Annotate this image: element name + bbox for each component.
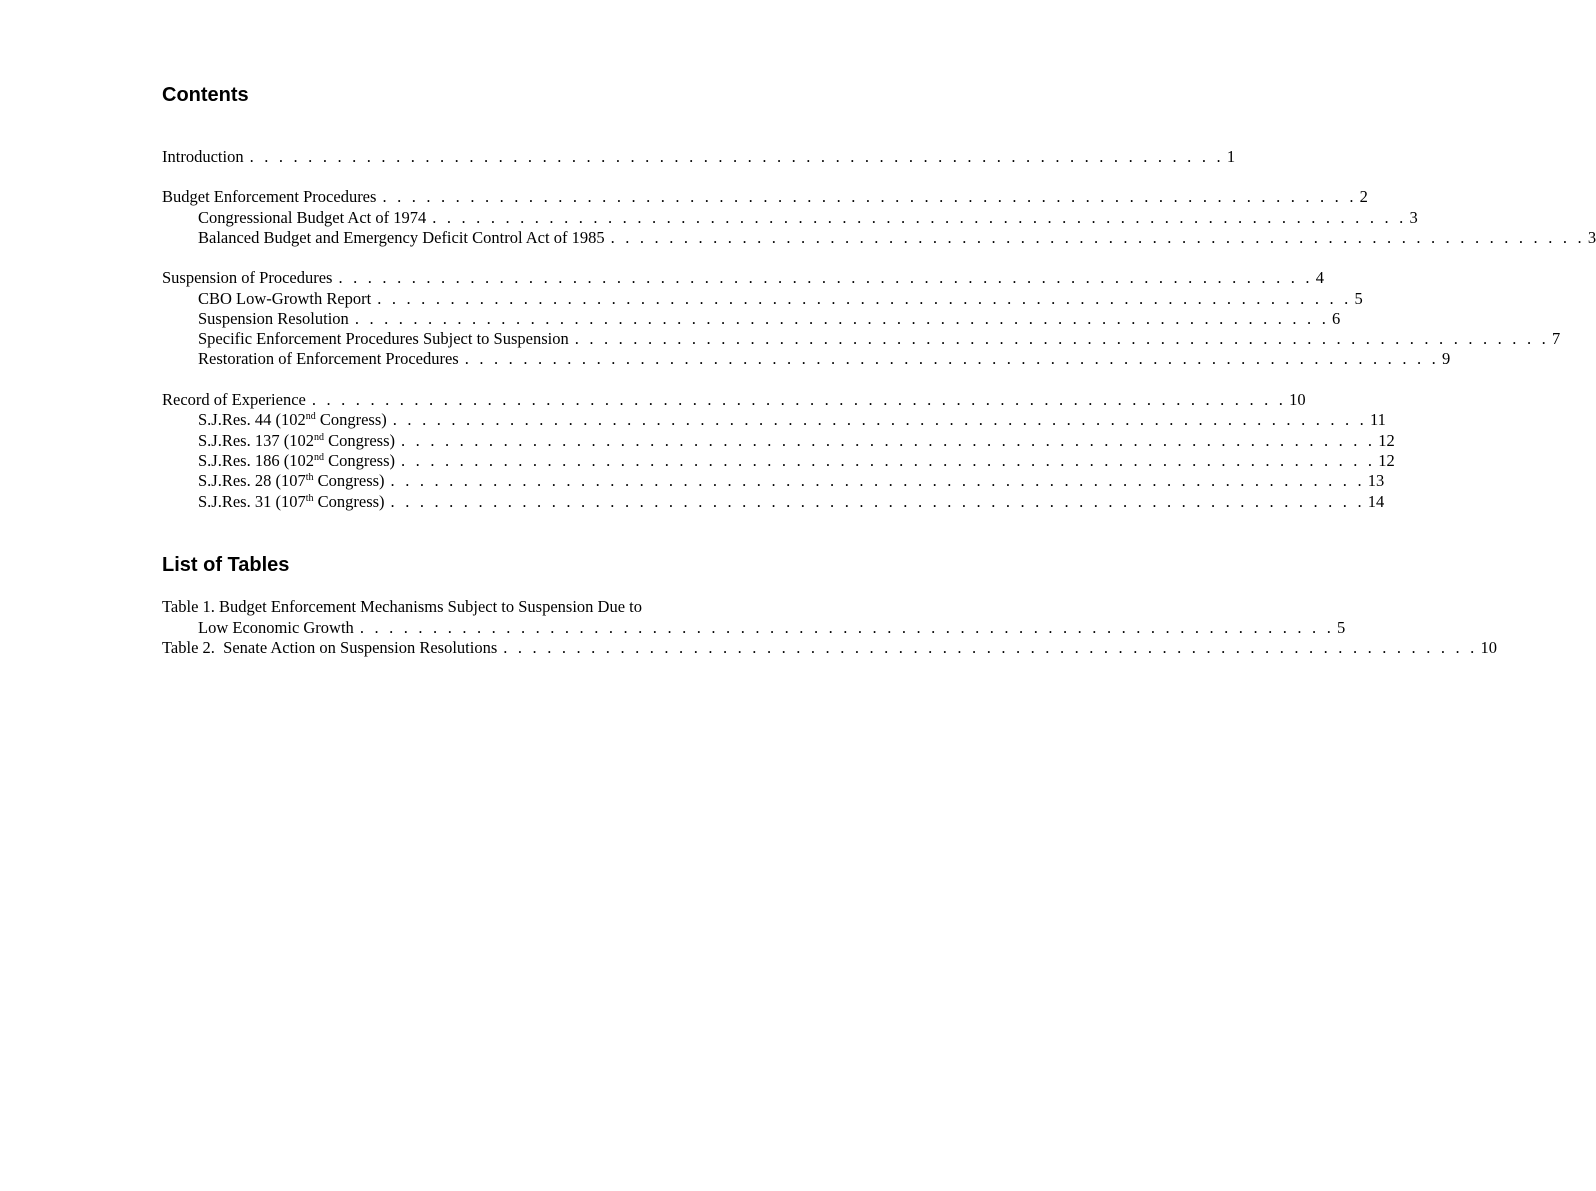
toc-entry-text: Balanced Budget and Emergency Deficit Control Act of 1985 <box>198 228 605 247</box>
toc-entry-text <box>198 492 385 512</box>
toc-page-number: 12 <box>1378 431 1395 450</box>
toc-page-number: 1 <box>1226 147 1236 166</box>
toc-entry-text: Record of Experience <box>162 390 306 409</box>
resolution-name: S.J.Res. 137 (102 <box>198 431 314 450</box>
toc-page-number: 10 <box>1480 638 1497 657</box>
toc-page-number: 10 <box>1289 390 1306 409</box>
toc-entry-restoration-of-enforcement[interactable] <box>198 349 1451 369</box>
ordinal-suffix: nd <box>305 411 316 422</box>
congress-label: Congress) <box>323 451 396 470</box>
toc-page-number: 12 <box>1378 451 1395 470</box>
toc-entry-text <box>198 410 387 430</box>
toc-page-number: 5 <box>1354 289 1363 308</box>
toc-entry-sjres-137[interactable] <box>198 431 1395 451</box>
resolution-name: S.J.Res. 186 (102 <box>198 451 314 470</box>
toc-page-number: 7 <box>1551 329 1561 348</box>
toc-entry-sjres-44[interactable] <box>198 410 1386 430</box>
dot-leader: . . . . . . . . . . . . . . . . . . . . . . . . . . . . . . . . . . . . . . . . . . . . . . . . . . . . . . . . . . . . . . . . . . . <box>392 410 1367 429</box>
toc-page-number: 3 <box>1587 228 1596 247</box>
ordinal-suffix: nd <box>313 432 324 443</box>
toc-entry-text <box>198 451 395 471</box>
toc-entry-sjres-31[interactable] <box>198 492 1385 512</box>
toc-page-number: 13 <box>1367 471 1385 490</box>
congress-label: Congress) <box>323 431 396 450</box>
contents-heading: Contents <box>162 84 249 106</box>
dot-leader: . . . . . . . . . . . . . . . . . . . . . . . . . . . . . . . . . . . . . . . . . . . . . . . . . . . . . . . . . . . . . . . . . . . <box>354 309 1330 328</box>
toc-entry-record-of-experience[interactable] <box>162 390 1306 410</box>
toc-page-number: 11 <box>1370 410 1386 429</box>
dot-leader: . . . . . . . . . . . . . . . . . . . . . . . . . . . . . . . . . . . . . . . . . . . . . . . . . . . . . . . . . . . . . . . . . . . <box>432 208 1407 227</box>
dot-leader: . . . . . . . . . . . . . . . . . . . . . . . . . . . . . . . . . . . . . . . . . . . . . . . . . . . . . . . . . . . . . . . . . . . <box>249 147 1224 166</box>
toc-entry-sjres-186[interactable] <box>198 451 1395 471</box>
resolution-name: S.J.Res. 31 (107 <box>198 492 306 511</box>
toc-entry-text: Budget Enforcement Procedures <box>162 187 377 206</box>
dot-leader: . . . . . . . . . . . . . . . . . . . . . . . . . . . . . . . . . . . . . . . . . . . . . . . . . . . . . . . . . . . . . . . . . . . <box>390 471 1365 490</box>
toc-entry-text: Low Economic Growth <box>198 618 354 637</box>
toc-entry-text <box>198 431 395 451</box>
dot-leader: . . . . . . . . . . . . . . . . . . . . . . . . . . . . . . . . . . . . . . . . . . . . . . . . . . . . . . . . . . . . . . . . . . . <box>401 451 1376 470</box>
dot-leader: . . . . . . . . . . . . . . . . . . . . . . . . . . . . . . . . . . . . . . . . . . . . . . . . . . . . . . . . . . . . . . . . . . . <box>574 329 1549 348</box>
dot-leader: . . . . . . . . . . . . . . . . . . . . . . . . . . . . . . . . . . . . . . . . . . . . . . . . . . . . . . . . . . . . . . . . . . . <box>464 349 1439 368</box>
dot-leader: . . . . . . . . . . . . . . . . . . . . . . . . . . . . . . . . . . . . . . . . . . . . . . . . . . . . . . . . . . . . . . . . . . . <box>359 618 1335 637</box>
toc-entry-specific-enforcement-procedures[interactable] <box>198 329 1561 349</box>
toc-page-number: 14 <box>1367 492 1385 511</box>
ordinal-suffix: th <box>305 472 314 483</box>
dot-leader: . . . . . . . . . . . . . . . . . . . . . . . . . . . . . . . . . . . . . . . . . . . . . . . . . . . . . . . . . . . . . . . . . . . <box>610 228 1585 247</box>
toc-entry-text: Restoration of Enforcement Procedures <box>198 349 459 368</box>
dot-leader: . . . . . . . . . . . . . . . . . . . . . . . . . . . . . . . . . . . . . . . . . . . . . . . . . . . . . . . . . . . . . . . . . . . <box>338 268 1313 287</box>
dot-leader: . . . . . . . . . . . . . . . . . . . . . . . . . . . . . . . . . . . . . . . . . . . . . . . . . . . . . . . . . . . . . . . . . . . <box>311 390 1287 409</box>
toc-entry-suspension-resolution[interactable] <box>198 309 1341 329</box>
toc-entry-text: Suspension Resolution <box>198 309 349 328</box>
toc-page-number: 3 <box>1409 208 1418 227</box>
toc-entry-budget-enforcement[interactable] <box>162 187 1368 207</box>
toc-entry-text: Suspension of Procedures <box>162 268 333 287</box>
congress-label: Congress) <box>315 410 387 429</box>
toc-entry-balanced-budget-act[interactable] <box>198 228 1596 248</box>
toc-entry-text: Congressional Budget Act of 1974 <box>198 208 427 227</box>
toc-entry-table-2[interactable] <box>162 638 1497 658</box>
toc-entry-text: CBO Low-Growth Report <box>198 289 372 308</box>
toc-entry-table-1[interactable] <box>198 618 1346 638</box>
toc-entry-text: Specific Enforcement Procedures Subject to Suspension <box>198 329 569 348</box>
dot-leader: . . . . . . . . . . . . . . . . . . . . . . . . . . . . . . . . . . . . . . . . . . . . . . . . . . . . . . . . . . . . . . . . . . . <box>377 289 1352 308</box>
toc-entry-suspension-of-procedures[interactable] <box>162 268 1324 288</box>
resolution-name: S.J.Res. 28 (107 <box>198 471 306 490</box>
list-of-tables-heading: List of Tables <box>162 554 290 576</box>
dot-leader: . . . . . . . . . . . . . . . . . . . . . . . . . . . . . . . . . . . . . . . . . . . . . . . . . . . . . . . . . . . . . . . . . . . <box>401 431 1376 450</box>
dot-leader: . . . . . . . . . . . . . . . . . . . . . . . . . . . . . . . . . . . . . . . . . . . . . . . . . . . . . . . . . . . . . . . . . . . <box>390 492 1365 511</box>
ordinal-suffix: nd <box>313 452 324 463</box>
dot-leader: . . . . . . . . . . . . . . . . . . . . . . . . . . . . . . . . . . . . . . . . . . . . . . . . . . . . . . . . . . . . . . . . . . . <box>382 187 1357 206</box>
congress-label: Congress) <box>313 471 385 490</box>
toc-entry-introduction[interactable] <box>162 147 1236 167</box>
toc-entry-cbo-low-growth-report[interactable] <box>198 289 1363 309</box>
toc-entry-sjres-28[interactable] <box>198 471 1385 491</box>
toc-entry-congressional-budget-act[interactable] <box>198 208 1418 228</box>
congress-label: Congress) <box>313 492 385 511</box>
toc-page-number: 9 <box>1441 349 1451 368</box>
dot-leader: . . . . . . . . . . . . . . . . . . . . . . . . . . . . . . . . . . . . . . . . . . . . . . . . . . . . . . . . . . . . . . . . . . . <box>503 638 1478 657</box>
toc-entry-text: Table 2. Senate Action on Suspension Resolutions <box>162 638 498 657</box>
resolution-name: S.J.Res. 44 (102 <box>198 410 306 429</box>
toc-page-number: 5 <box>1337 618 1346 637</box>
toc-page-number: 4 <box>1315 268 1324 287</box>
toc-page-number: 6 <box>1332 309 1341 328</box>
toc-entry-text <box>198 471 385 491</box>
toc-entry-text: Introduction <box>162 147 244 166</box>
toc-page-number: 2 <box>1359 187 1368 206</box>
table-1-title-line[interactable]: Table 1. Budget Enforcement Mechanisms Subject to Suspension Due to <box>162 597 643 616</box>
ordinal-suffix: th <box>305 493 314 504</box>
